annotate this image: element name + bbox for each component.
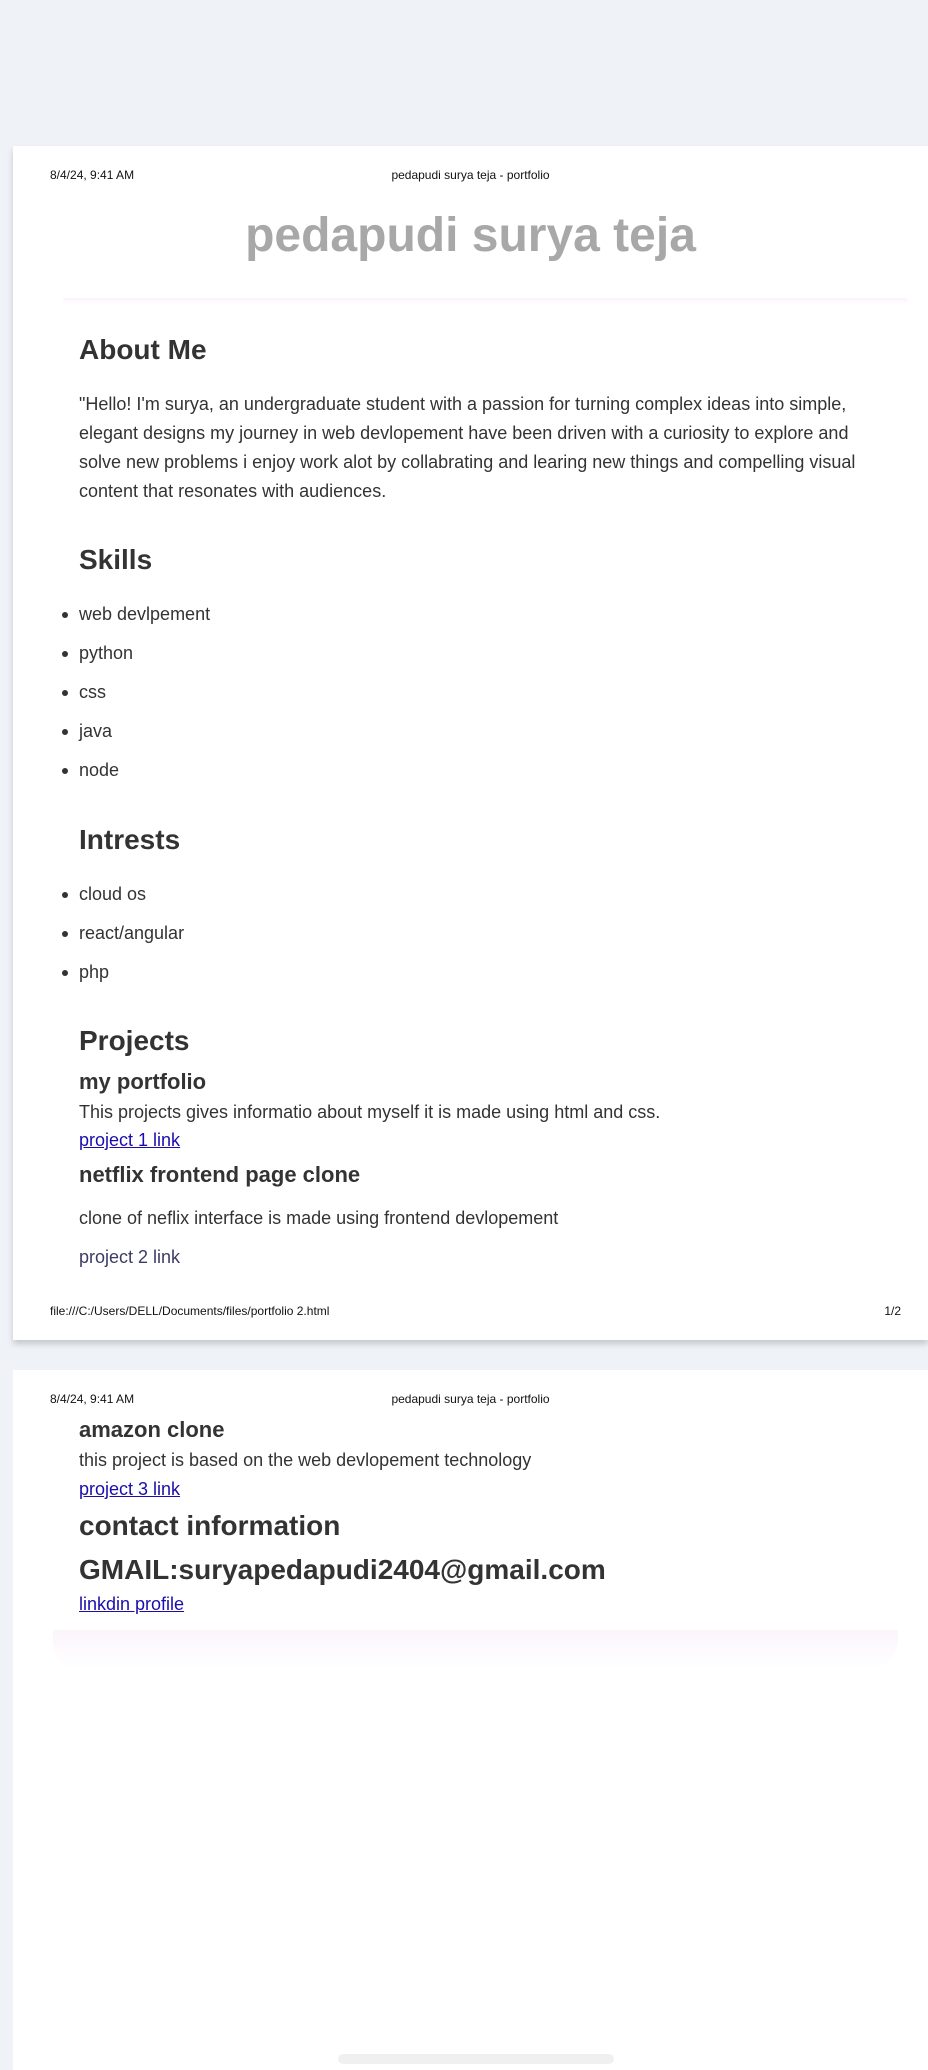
project-name: my portfolio <box>79 1069 207 1094</box>
print-file-path: file:///C:/Users/DELL/Documents/files/portfolio 2.html <box>50 1304 330 1318</box>
card-bottom-shadow <box>53 1630 898 1670</box>
skill-item: node <box>79 759 210 798</box>
print-page-2 <box>13 1370 928 2070</box>
skills-heading: Skills <box>79 544 153 575</box>
print-datetime: 8/4/24, 9:41 AM <box>50 1392 135 1406</box>
contact-heading: contact information <box>79 1510 341 1541</box>
page-title: pedapudi surya teja <box>245 209 696 262</box>
linkedin-link[interactable]: linkdin profile <box>79 1594 185 1614</box>
print-doc-title: pedapudi surya teja - portfolio <box>391 1392 550 1406</box>
print-page-1 <box>13 146 928 1340</box>
projects-heading: Projects <box>79 1025 190 1056</box>
print-datetime: 8/4/24, 9:41 AM <box>50 168 135 182</box>
gmail-address: GMAIL:suryapedapudi2404@gmail.com <box>79 1554 606 1585</box>
skill-item: css <box>79 681 210 720</box>
project-3-link[interactable]: project 3 link <box>79 1479 181 1499</box>
interest-item: cloud os <box>79 883 184 922</box>
project-description: clone of neflix interface is made using frontend devlopement <box>79 1208 559 1228</box>
skill-item: python <box>79 642 210 681</box>
project-description: this project is based on the web devlopement technology <box>79 1450 532 1470</box>
title-divider <box>63 298 908 304</box>
about-heading: About Me <box>79 334 207 365</box>
project-name: netflix frontend page clone <box>79 1162 361 1187</box>
project-description: This projects gives informatio about myself it is made using html and css. <box>79 1102 661 1122</box>
project-name: amazon clone <box>79 1417 225 1442</box>
interests-list <box>79 883 184 1000</box>
interest-item: php <box>79 961 184 1000</box>
print-doc-title: pedapudi surya teja - portfolio <box>391 168 550 182</box>
project-1-link[interactable]: project 1 link <box>79 1130 181 1150</box>
about-text: "Hello! I'm surya, an undergraduate student with a passion for turning complex ideas into simple, elegant designs my journey in web devlopement have been driven with a curiosity to explore and solve new problems i enjoy work alot by collabrating and learing new things and compelling visual content that resonates with audiences. <box>79 394 856 501</box>
interest-item: react/angular <box>79 922 184 961</box>
interests-heading: Intrests <box>79 824 181 855</box>
scroll-handle <box>338 2054 614 2064</box>
skill-item: web devlpement <box>79 603 210 642</box>
print-page-number: 1/2 <box>884 1304 901 1318</box>
skill-item: java <box>79 720 210 759</box>
project-2-link[interactable]: project 2 link <box>79 1247 181 1267</box>
skills-list <box>79 603 210 798</box>
